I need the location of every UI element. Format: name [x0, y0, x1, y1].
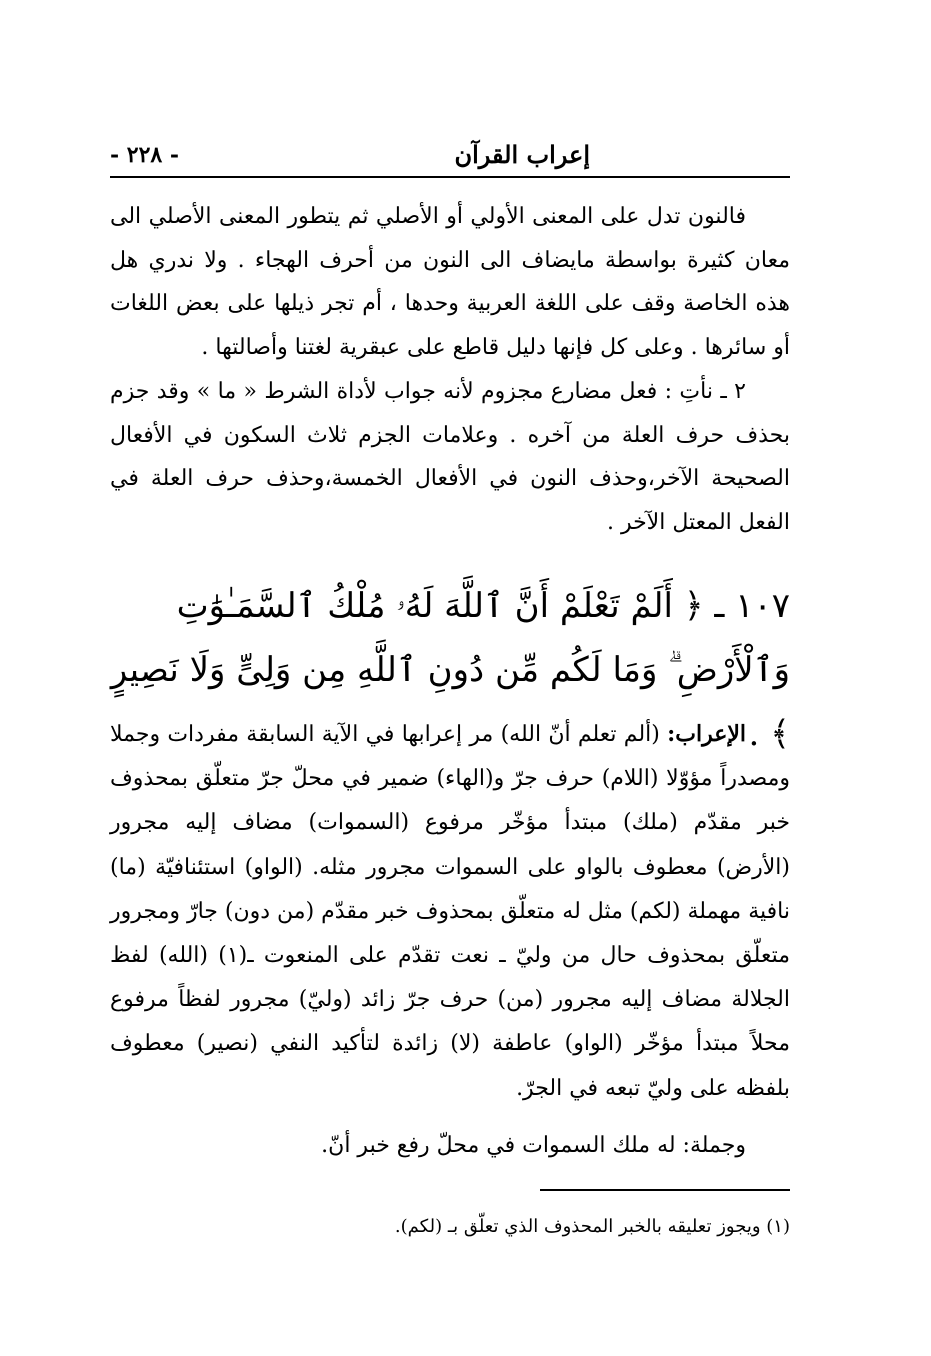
running-title: إعراب القرآن: [454, 140, 590, 169]
irab-paragraph: [110, 712, 790, 1111]
footnote-rule: [540, 1189, 790, 1191]
sentence-paragraph: وجملة: له ملك السموات في محلّ رفع خبر أنّ.: [321, 1133, 746, 1158]
irab-heading: الإعراب:: [667, 721, 746, 747]
page-number: - ٢٢٨ -: [110, 142, 180, 168]
paragraph-nun-meaning: فالنون تدل على المعنى الأولي أو الأصلي ثم يتطور المعنى الأصلي الى معان كثيرة بواسطة مايضاف الى النون من أحرف الهجاء . ولا ندري هل هذه الخاصة وقف على اللغة العربية وحدها ، أم تجر ذيلها على بعض اللغات أو سائرها . وعلى كل فإنها دليل قاطع على عبقرية لغتنا وأصالتها .: [110, 204, 790, 360]
quran-verse-107: ١٠٧ ـ ﴿ أَلَمْ تَعْلَمْ أَنَّ ٱللَّهَ لَهُۥ مُلْكُ ٱلسَّمَـٰوَٰتِ وَٱلْأَرْضِ ۗ وَمَا لَكُم مِّن دُونِ ٱللَّهِ مِن وَلِىٍّ وَلَا نَصِيرٍ ﴾ .: [110, 586, 790, 754]
running-header: [110, 140, 790, 176]
header-rule: [110, 176, 790, 178]
note-2-na-ti: ٢ ـ نأتِ : فعل مضارع مجزوم لأنه جواب لأداة الشرط « ما » وقد جزم بحذف حرف العلة من آخره . وعلامات الجزم ثلاث السكون في الأفعال الصحيحة الآخر،وحذف النون في الأفعال الخمسة،وحذف حرف العلة في الفعل المعتل الآخر .: [110, 379, 790, 535]
footnote-1: (١) ويجوز تعليقه بالخبر المحذوف الذي تعلّق بـ (لكم).: [394, 1216, 790, 1237]
irab-text: (ألم تعلم أنّ الله) مر إعرابها في الآية السابقة مفردات وجملا ومصدراً مؤوّلا (اللام) حرف جرّ و(الهاء) ضمير في محلّ جرّ متعلّق بمحذوف خبر مقدّم (ملك) مبتدأ مؤخّر مرفوع (السموات) مضاف إليه مجرور (الأرض) معطوف بالواو على السموات مجرور مثله. (الواو) استئنافيّة (ما) نافية مهملة (لكم) مثل له متعلّق بمحذوف خبر مقدّم (من دون) جارّ ومجرور متعلّق بمحذوف حال من وليّ ـ نعت تقدّم على المنعوت ـ(١) (الله) لفظ الجلالة مضاف إليه مجرور (من) حرف جرّ زائد (وليّ) مجرور لفظاً مرفوع محلاً مبتدأ مؤخّر (الواو) عاطفة (لا) زائدة لتأكيد النفي (نصير) معطوف بلفظه على وليّ تبعه في الجرّ.: [109, 722, 790, 1101]
